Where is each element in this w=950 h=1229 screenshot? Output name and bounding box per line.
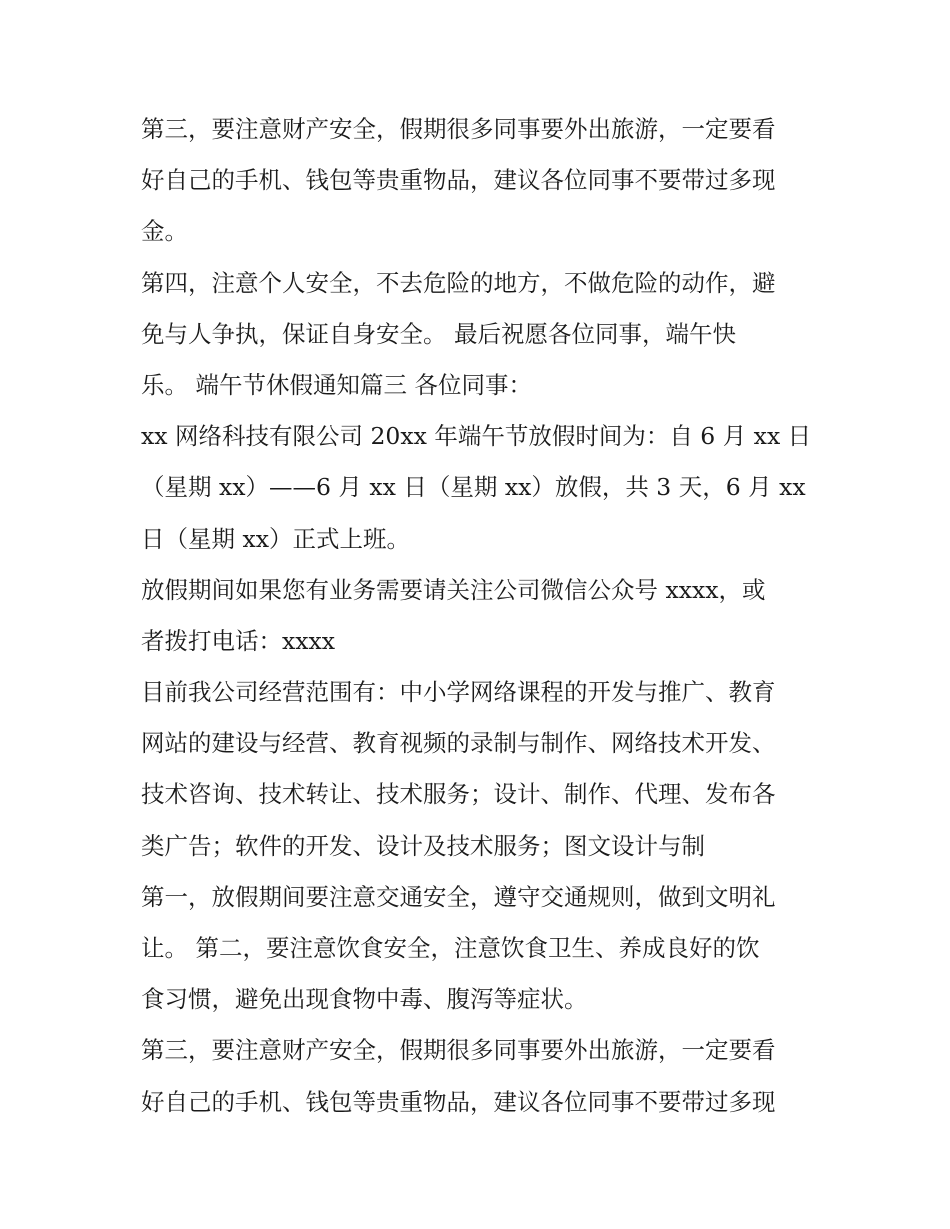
text-line: 目前我公司经营范围有：中小学网络课程的开发与推广、教育	[141, 678, 776, 707]
text-line: 网站的建设与经营、教育视频的录制与制作、网络技术开发、	[141, 729, 776, 758]
text-line: 第四，注意个人安全，不去危险的地方，不做危险的动作，避	[141, 268, 776, 297]
text-line: 金。	[141, 217, 188, 246]
document-body	[141, 104, 821, 1128]
text-line: 乐。 端午节休假通知篇三 各位同事：	[141, 370, 532, 399]
text-line: xx 网络科技有限公司 20xx 年端午节放假时间为：自 6 月 xx 日	[141, 422, 812, 451]
text-line: 好自己的手机、钱包等贵重物品，建议各位同事不要带过多现	[141, 1087, 776, 1116]
text-line: 第一，放假期间要注意交通安全，遵守交通规则，做到文明礼	[141, 882, 776, 911]
text-line: 第三，要注意财产安全，假期很多同事要外出旅游，一定要看	[141, 1036, 776, 1065]
text-line: 类广告；软件的开发、设计及技术服务；图文设计与制	[141, 831, 705, 860]
text-line: 好自己的手机、钱包等贵重物品，建议各位同事不要带过多现	[141, 166, 776, 195]
text-line: 技术咨询、技术转让、技术服务；设计、制作、代理、发布各	[141, 780, 776, 809]
text-line: 放假期间如果您有业务需要请关注公司微信公众号 xxxx，或	[141, 575, 766, 604]
text-line: 者拨打电话：xxxx	[141, 626, 336, 655]
text-line: （星期 xx）——6 月 xx 日（星期 xx）放假，共 3 天，6 月 xx	[141, 473, 806, 502]
text-line: 第三，要注意财产安全，假期很多同事要外出旅游，一定要看	[141, 115, 776, 143]
text-line: 免与人争执，保证自身安全。 最后祝愿各位同事，端午快	[141, 319, 736, 348]
text-line: 让。 第二，要注意饮食安全，注意饮食卫生、养成良好的饮	[141, 934, 760, 962]
text-line: 食习惯，避免出现食物中毒、腹泻等症状。	[141, 985, 588, 1014]
text-line: 日（星期 xx）正式上班。	[141, 524, 410, 553]
